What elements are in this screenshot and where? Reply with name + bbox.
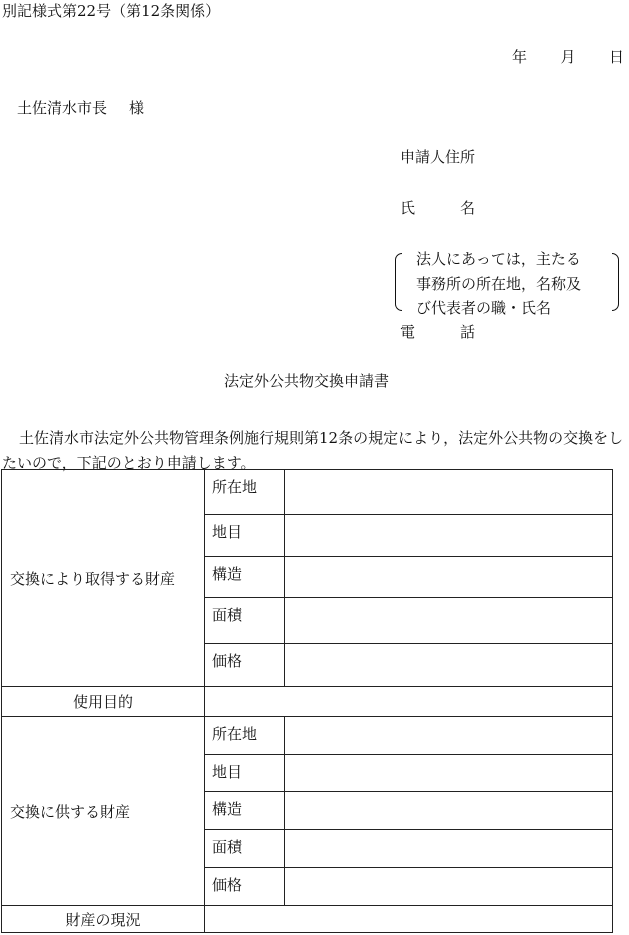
acquire-structure-field[interactable] — [285, 557, 613, 598]
acquire-location-label: 所在地 — [205, 470, 285, 515]
acquire-location-field[interactable] — [285, 470, 613, 515]
note-line: 法人にあっては，主たる — [416, 250, 581, 268]
purpose-field[interactable] — [205, 687, 613, 717]
provide-structure-field[interactable] — [285, 792, 613, 830]
right-bracket — [612, 253, 619, 311]
acquire-structure-label: 構造 — [205, 557, 285, 598]
note-line: 事務所の所在地，名称及 — [416, 274, 582, 293]
application-table — [1, 469, 613, 933]
purpose-label: 使用目的 — [2, 687, 205, 717]
date-month-label: 月 — [560, 48, 576, 66]
body-text: 土佐清水市法定外公共物管理条例施行規則第12条の規定により，法定外公共物の交換をしたいので，下記のとおり申請します。 — [2, 429, 624, 472]
note-line: び代表者の職・氏名 — [416, 299, 552, 317]
date-year-label: 年 — [512, 48, 528, 66]
left-bracket — [395, 253, 402, 311]
date-line — [512, 50, 624, 65]
acquire-land-category-label: 地目 — [205, 515, 285, 557]
provide-location-field[interactable] — [285, 717, 613, 755]
property-status-field[interactable] — [205, 906, 613, 933]
addressee-honorific: 様 — [129, 99, 145, 117]
provide-price-label: 価格 — [205, 868, 285, 906]
addressee-name: 土佐清水市長 — [17, 99, 108, 117]
provide-area-label: 面積 — [205, 830, 285, 868]
acquire-area-label: 面積 — [205, 598, 285, 644]
applicant-name-label: 氏 名 — [400, 199, 476, 217]
applicant-corporate-note — [416, 247, 581, 321]
acquire-price-field[interactable] — [285, 644, 613, 687]
addressee — [17, 101, 144, 116]
provide-structure-label: 構造 — [205, 792, 285, 830]
provide-land-category-label: 地目 — [205, 755, 285, 792]
acquire-land-category-field[interactable] — [285, 515, 613, 557]
acquire-area-field[interactable] — [285, 598, 613, 644]
document-title: 法定外公共物交換申請書 — [224, 372, 390, 390]
property-status-label: 財産の現況 — [2, 906, 205, 933]
provide-land-category-field[interactable] — [285, 755, 613, 792]
applicant-address-label: 申請人住所 — [400, 148, 476, 166]
acquire-price-label: 価格 — [205, 644, 285, 687]
provide-location-label: 所在地 — [205, 717, 285, 755]
form-number: 別記様式第22号（第12条関係） — [2, 2, 221, 20]
provide-price-field[interactable] — [285, 868, 613, 906]
provide-area-field[interactable] — [285, 830, 613, 868]
applicant-phone-label: 電 話 — [400, 323, 476, 341]
provide-property-label: 交換に供する財産 — [2, 717, 205, 906]
acquire-property-label: 交換により取得する財産 — [2, 470, 205, 687]
date-day-label: 日 — [608, 48, 624, 66]
